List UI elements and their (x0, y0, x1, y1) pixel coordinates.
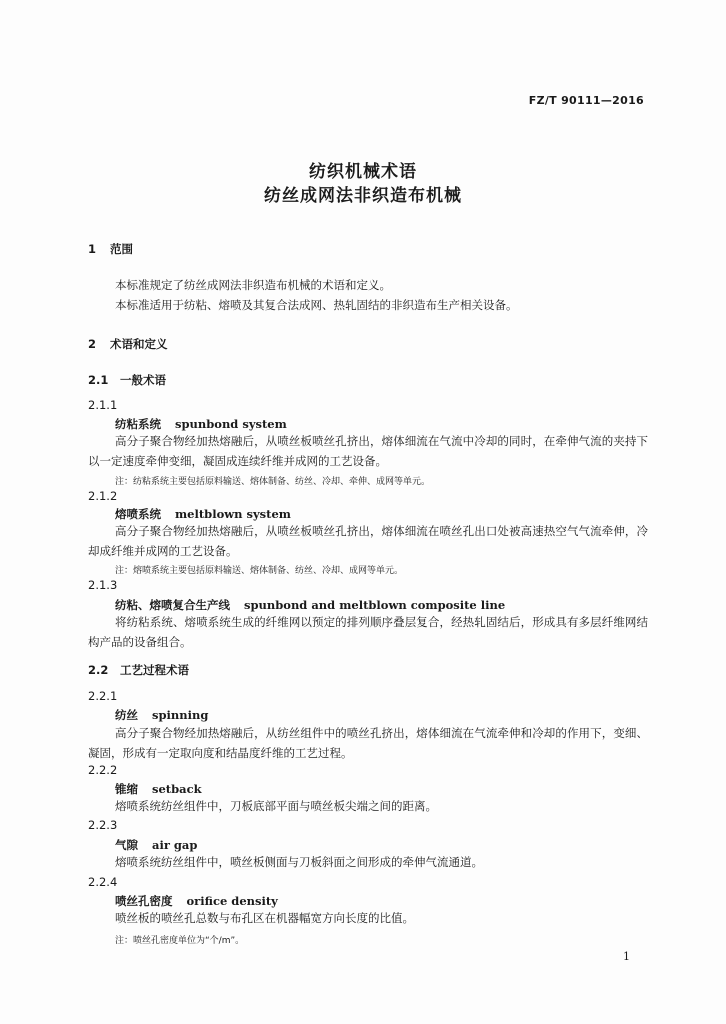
term-number: 2.2.2 (88, 763, 118, 777)
section-title: 一般术语 (120, 373, 166, 387)
term-definition: 高分子聚合物经加热熔融后，从喷丝板喷丝孔挤出，熔体细流在气流中冷却的同时，在牵伸气流的夹持下以一定速度牵伸变细，凝固成连续纤维并成网的工艺设备。 (88, 434, 648, 468)
term-english: air gap (152, 838, 198, 852)
term-number: 2.1.3 (88, 578, 118, 592)
term-number: 2.2.4 (88, 875, 118, 889)
section-number: 2 (88, 337, 97, 351)
term-note: 注：熔喷系统主要包括原料输送、熔体制备、纺丝、冷却、成网等单元。 (115, 566, 404, 576)
term-chinese: 纺丝 (115, 708, 138, 722)
term-2-2-1 (115, 707, 208, 723)
term-definition: 高分子聚合物经加热熔融后，从纺丝组件中的喷丝孔挤出，熔体细流在气流牵伸和冷却的作用下，变细、凝固，形成有一定取向度和结晶度纤维的工艺过程。 (88, 726, 648, 760)
term-english: spunbond system (175, 417, 287, 431)
term-chinese: 纺粘系统 (115, 417, 161, 431)
term-number: 2.2.1 (88, 689, 118, 703)
term-definition: 高分子聚合物经加热熔融后，从喷丝板喷丝孔挤出，熔体细流在喷丝孔出口处被高速热空气气流牵伸，冷却成纤维并成网的工艺设备。 (88, 524, 648, 558)
section-1-para-2: 本标准适用于纺粘、熔喷及其复合法成网、热轧固结的非织造布生产相关设备。 (115, 298, 518, 312)
term-english: spinning (152, 708, 209, 722)
term-2-1-2 (115, 506, 291, 522)
term-english: spunbond and meltblown composite line (244, 598, 506, 612)
section-2-2-heading (88, 662, 189, 678)
section-title: 范围 (110, 242, 133, 256)
term-definition: 熔喷系统纺丝组件中，刀板底部平面与喷丝板尖端之间的距离。 (115, 799, 437, 813)
term-number: 2.2.3 (88, 818, 118, 832)
section-2-heading (88, 336, 168, 352)
term-number: 2.1.2 (88, 489, 118, 503)
term-2-1-1 (115, 416, 287, 432)
term-chinese: 气隙 (115, 838, 138, 852)
section-title: 术语和定义 (110, 337, 168, 351)
term-2-2-2 (115, 781, 202, 797)
section-1-para-1: 本标准规定了纺丝成网法非织造布机械的术语和定义。 (115, 278, 391, 292)
term-chinese: 喷丝孔密度 (115, 894, 173, 908)
standard-code: FZ/T 90111—2016 (528, 94, 644, 107)
term-definition: 将纺粘系统、熔喷系统生成的纤维网以预定的排列顺序叠层复合，经热轧固结后，形成具有多层纤维网结构产品的设备组合。 (88, 615, 648, 649)
section-number: 2.1 (88, 373, 109, 387)
document-title-line1: 纺织机械术语 (309, 162, 417, 182)
section-number: 2.2 (88, 663, 109, 677)
section-title: 工艺过程术语 (120, 663, 189, 677)
term-2-2-3 (115, 837, 197, 853)
term-english: setback (152, 782, 202, 796)
term-chinese: 熔喷系统 (115, 507, 161, 521)
section-2-1-heading (88, 372, 166, 388)
section-number: 1 (88, 242, 97, 256)
term-number: 2.1.1 (88, 398, 118, 412)
term-english: orifice density (186, 894, 278, 908)
term-note: 注：纺粘系统主要包括原料输送、熔体制备、纺丝、冷却、牵伸、成网等单元。 (115, 477, 431, 487)
term-chinese: 锥缩 (115, 782, 138, 796)
term-definition: 喷丝板的喷丝孔总数与布孔区在机器幅宽方向长度的比值。 (115, 911, 414, 925)
term-english: meltblown system (175, 507, 291, 521)
term-2-1-3 (115, 597, 505, 613)
term-note: 注：喷丝孔密度单位为“个/m”。 (115, 936, 245, 946)
term-definition: 熔喷系统纺丝组件中，喷丝板侧面与刀板斜面之间形成的牵伸气流通道。 (115, 855, 483, 869)
page-number: 1 (623, 950, 630, 963)
term-chinese: 纺粘、熔喷复合生产线 (115, 598, 230, 612)
section-1-heading (88, 241, 133, 257)
term-2-2-4 (115, 893, 278, 909)
document-title-line2: 纺丝成网法非织造布机械 (264, 186, 462, 206)
